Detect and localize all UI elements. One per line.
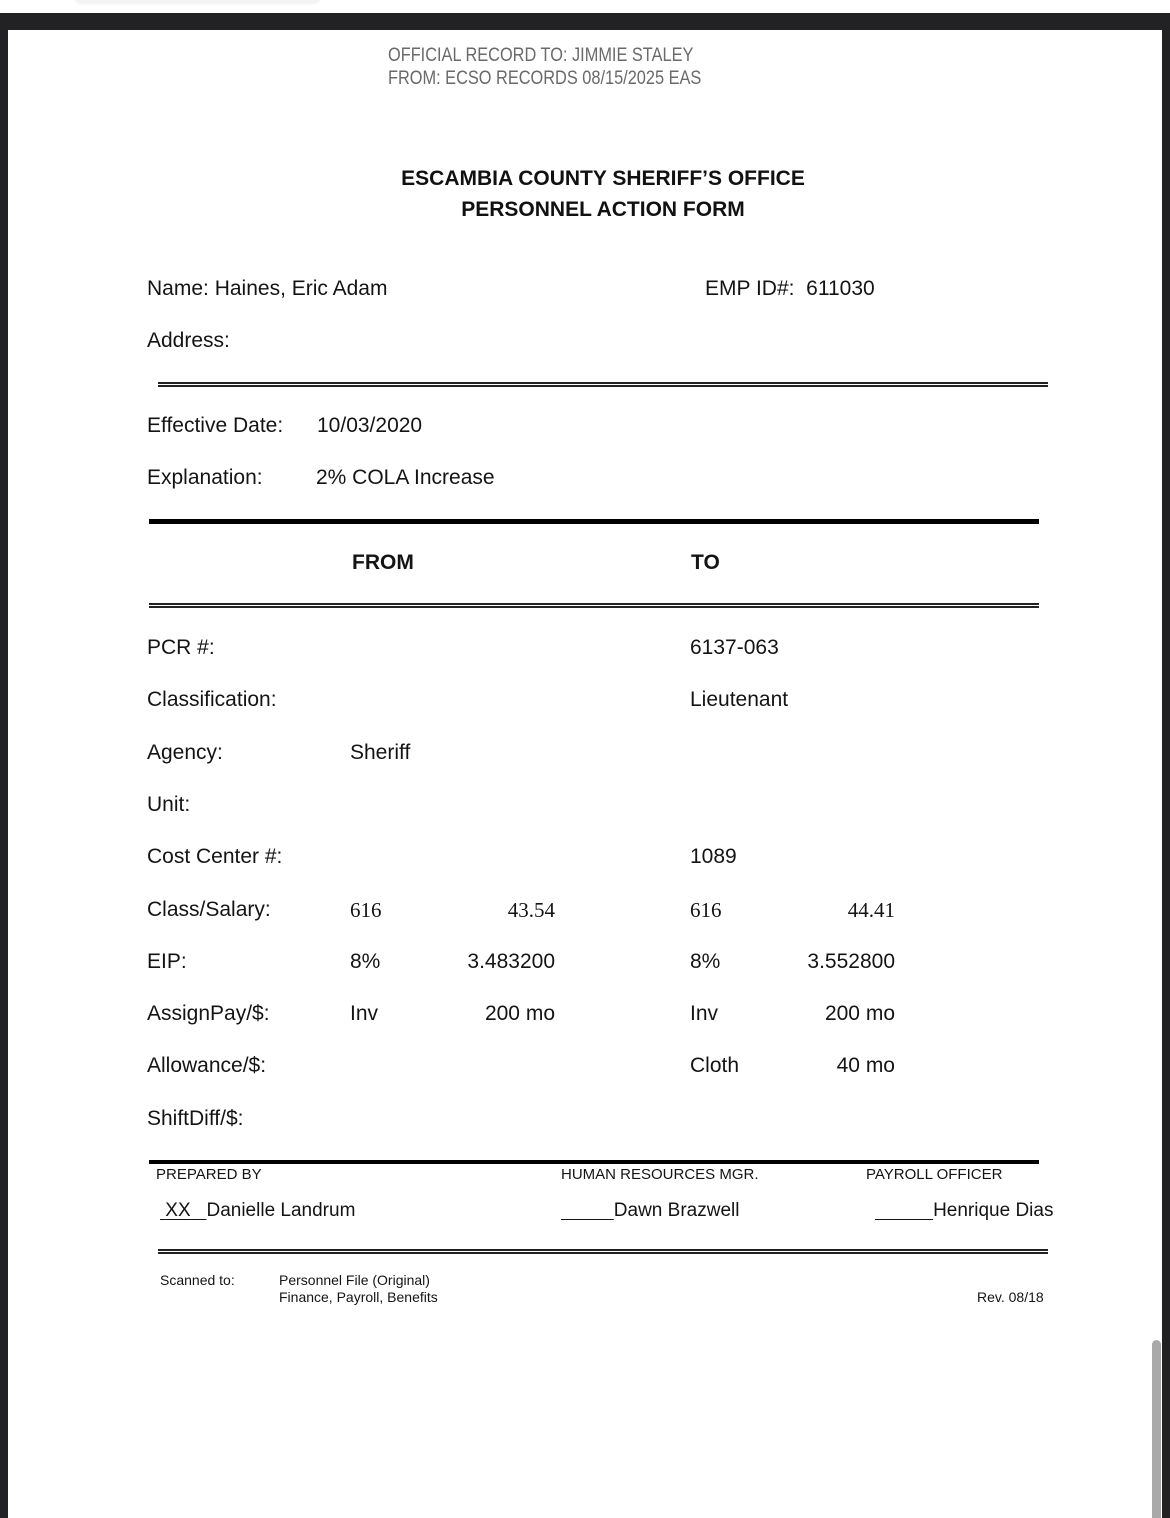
row-label: Classification:: [147, 688, 277, 711]
to-value-amount: 40 mo: [836, 1054, 895, 1077]
from-value-amount: 43.54: [507, 898, 555, 922]
row-label: ShiftDiff/$:: [147, 1107, 244, 1130]
explanation-label: Explanation:: [147, 466, 263, 489]
row-label: AssignPay/$:: [147, 1002, 270, 1025]
row-label: Cost Center #:: [147, 845, 283, 868]
to-value-primary: 616: [690, 898, 722, 922]
row-label: Agency:: [147, 741, 223, 764]
row-label: EIP:: [147, 950, 187, 973]
row-label: PCR #:: [147, 636, 215, 659]
scanned-to-line-1: Personnel File (Original): [279, 1272, 430, 1288]
to-value-primary: 1089: [690, 845, 737, 868]
payroll-officer-label: PAYROLL OFFICER: [866, 1166, 1003, 1183]
form-title: PERSONNEL ACTION FORM: [461, 198, 745, 221]
payroll-officer-mark: [875, 1200, 933, 1221]
row-label: Class/Salary:: [147, 898, 271, 921]
hr-manager-signature: [561, 1200, 739, 1222]
divider-double: [149, 603, 1039, 608]
address-label: Address:: [147, 329, 230, 352]
stamp-line-1: OFFICIAL RECORD TO: JIMMIE STALEY: [388, 45, 694, 66]
from-value-primary: 616: [350, 898, 382, 922]
scanned-to-label: Scanned to:: [160, 1272, 235, 1288]
name-field: [147, 277, 387, 301]
from-value-amount: 3.483200: [467, 950, 555, 973]
divider-double: [158, 382, 1048, 387]
payroll-officer-signature: [875, 1200, 1053, 1222]
prepared-by-name: Danielle Landrum: [206, 1200, 356, 1221]
to-value-amount: 44.41: [847, 898, 895, 922]
vertical-scrollbar[interactable]: [1152, 1340, 1161, 1518]
emp-id-field: [705, 277, 875, 301]
form-revision: Rev. 08/18: [977, 1289, 1044, 1305]
to-value-primary: Cloth: [690, 1054, 740, 1077]
scanned-to-destinations: [279, 1272, 438, 1306]
viewer-toolbar-pill: [75, 0, 320, 3]
column-from-header: FROM: [352, 551, 414, 574]
official-record-stamp: [388, 44, 701, 90]
to-value-primary: Lieutenant: [690, 688, 789, 711]
row-label: Unit:: [147, 793, 191, 816]
prepared-by-signature: [160, 1200, 355, 1222]
name-label: Name:: [147, 277, 209, 300]
effective-date-label: Effective Date:: [147, 414, 284, 437]
payroll-officer-name: Henrique Dias: [933, 1200, 1054, 1221]
from-value-primary: 8%: [350, 950, 381, 973]
from-value-primary: Sheriff: [350, 741, 411, 764]
stamp-line-2: FROM: ECSO RECORDS 08/15/2025 EAS: [388, 68, 702, 89]
from-value-amount: 200 mo: [484, 1002, 555, 1025]
viewer-right-edge: [1162, 30, 1170, 1518]
row-label: Allowance/$:: [147, 1054, 267, 1077]
prepared-by-mark: XX: [165, 1200, 191, 1221]
hr-manager-name: Dawn Brazwell: [613, 1200, 740, 1221]
from-value-primary: Inv: [350, 1002, 379, 1025]
emp-id-value: 611030: [806, 277, 875, 300]
to-value-amount: 200 mo: [824, 1002, 895, 1025]
divider-thick: [149, 519, 1039, 524]
emp-id-label: EMP ID#:: [705, 277, 795, 300]
divider-double: [158, 1249, 1048, 1254]
agency-title: ESCAMBIA COUNTY SHERIFF’S OFFICE: [401, 167, 805, 190]
hr-manager-label: HUMAN RESOURCES MGR.: [561, 1166, 759, 1183]
document-page: [8, 30, 1162, 1518]
divider-thick: [149, 1160, 1039, 1164]
name-value: Haines, Eric Adam: [214, 277, 388, 300]
explanation-value: 2% COLA Increase: [316, 466, 495, 489]
to-value-primary: Inv: [690, 1002, 719, 1025]
to-value-primary: 6137-063: [690, 636, 779, 659]
hr-manager-mark: [561, 1200, 614, 1221]
to-value-primary: 8%: [690, 950, 721, 973]
to-value-amount: 3.552800: [807, 950, 895, 973]
effective-date-value: 10/03/2020: [317, 414, 423, 437]
viewer-top-strip: [0, 0, 1170, 13]
column-to-header: TO: [691, 551, 720, 574]
prepared-by-label: PREPARED BY: [156, 1166, 262, 1183]
scanned-to-line-2: Finance, Payroll, Benefits: [279, 1289, 438, 1305]
